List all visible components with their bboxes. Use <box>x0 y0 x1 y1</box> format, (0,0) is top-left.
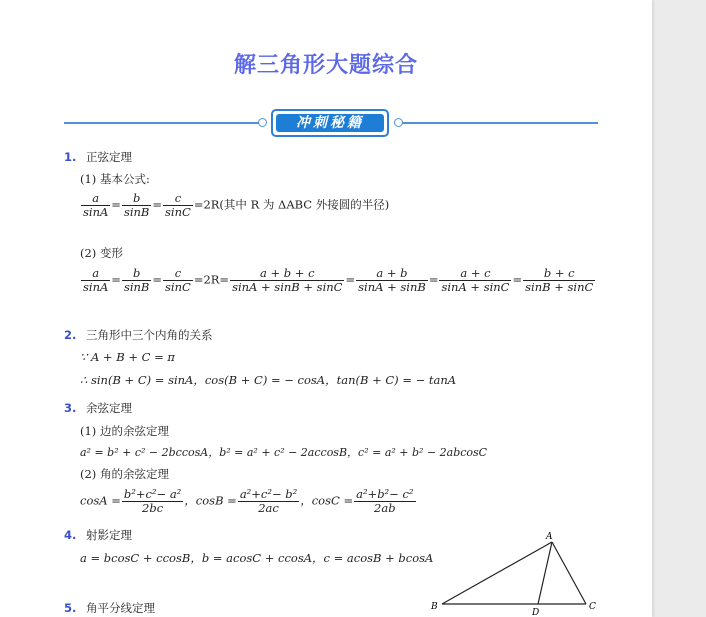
divider-right-ring <box>394 118 403 127</box>
section-3-heading <box>64 401 132 415</box>
section-badge <box>271 109 389 137</box>
section-3-number: 3. <box>64 401 77 415</box>
section-1-sub1: (1) 基本公式: <box>80 172 150 186</box>
fraction-a-sinA: $\frac{a}{\sin A}$ <box>83 191 109 219</box>
section-2-heading <box>64 328 213 342</box>
section-2-number: 2. <box>64 328 77 342</box>
fraction-b-sinB-2: $\frac{b}{\sin B}$ <box>123 266 150 294</box>
fraction-sum-all: $\frac{a + b + c}{\sin A + \sin B + \sin C}$ <box>232 266 343 294</box>
fraction-cosC: $\frac{\text{a²+b²− c²}}{2ab}$ <box>356 487 414 515</box>
vertex-A-label: A <box>546 532 553 542</box>
section-4-title: 射影定理 <box>86 528 133 542</box>
section-3-sub1: (1) 边的余弦定理 <box>80 424 169 438</box>
side-AC <box>552 542 586 604</box>
fraction-c-sinC: $\frac{c}{\sin C}$ <box>165 191 191 219</box>
cosine-law-sides: a² = b² + c² − 2bccosA，b² = a² + c² − 2accosB，c² = a² + b² − 2abcosC <box>80 446 488 459</box>
cosine-law-angles: cosA = $\frac{\text{b²+c²− a²}}{2bc}$ ，cosB = $\frac{\text{a²+c²− b²}}{2ac}$ ，cosC = $\frac{\text{a²+b²− c²}}{2ab}$ <box>80 487 414 515</box>
vertex-C-label: C <box>589 602 596 612</box>
section-badge-label: 冲刺秘籍 <box>276 114 384 132</box>
section-2-title: 三角形中三个内角的关系 <box>86 328 213 342</box>
section-1-sub2: (2) 变形 <box>80 246 123 260</box>
section-1-number: 1. <box>64 150 77 164</box>
section-1-title: 正弦定理 <box>86 150 133 164</box>
divider-left-ring <box>258 118 267 127</box>
section-5-number: 5. <box>64 601 77 615</box>
fraction-sum-bc: $\frac{b + c}{\sin B + \sin C}$ <box>525 266 594 294</box>
page-title: 解三角形大题综合 <box>233 53 418 78</box>
section-4-number: 4. <box>64 528 77 542</box>
fraction-a-sinA-2: $\frac{a}{\sin A}$ <box>83 266 109 294</box>
fraction-sum-ab: $\frac{a + b}{\sin A + \sin B}$ <box>358 266 426 294</box>
triangle-diagram <box>428 530 608 617</box>
projection-law: a = bcosC + ccosB，b = acosC + ccosA，c = acosB + bcosA <box>80 551 434 565</box>
divider-left <box>64 122 260 124</box>
fraction-cosA: $\frac{\text{b²+c²− a²}}{2bc}$ <box>123 487 182 515</box>
angle-relation-line: ∴ sin(B + C) = sinA，cos(B + C) = − cosA，tan(B + C) = − tanA <box>80 373 457 387</box>
section-4-heading <box>64 528 132 542</box>
sine-law-variant: $\frac{a}{\sin A}$ = $\frac{b}{\sin B}$ = $\frac{c}{\sin C}$ =2R= $\frac{a + b + c}{\sin A + \sin B + \sin C}$ = $\frac{a + b}{\sin A + \sin B}$ = $\frac{a + c}{\sin A + \sin C}$ = $\frac{b + c}{\sin B + \sin C}$ <box>83 266 594 294</box>
section-3-title: 余弦定理 <box>86 401 133 415</box>
section-5-heading <box>64 601 155 615</box>
fraction-cosB: $\frac{\text{a²+c²− b²}}{2ac}$ <box>239 487 298 515</box>
vertex-B-label: B <box>431 602 438 612</box>
divider-right <box>402 122 598 124</box>
section-5-title: 角平分线定理 <box>86 601 156 615</box>
bisector-AD <box>538 542 552 604</box>
fraction-b-sinB: $\frac{b}{\sin B}$ <box>123 191 150 219</box>
fraction-sum-ac: $\frac{a + c}{\sin A + \sin C}$ <box>441 266 510 294</box>
point-D-label: D <box>532 608 540 617</box>
section-3-sub2: (2) 角的余弦定理 <box>80 467 169 481</box>
sine-law-formula: $\frac{a}{\sin A}$ = $\frac{b}{\sin B}$ = $\frac{c}{\sin C}$ =2R(其中 R 为 ΔABC 外接圆的半径) <box>83 191 390 219</box>
angle-sum-line: ∵ A + B + C = π <box>80 350 175 364</box>
section-1-heading <box>64 150 132 164</box>
side-AB <box>442 542 552 604</box>
fraction-c-sinC-2: $\frac{c}{\sin C}$ <box>165 266 191 294</box>
